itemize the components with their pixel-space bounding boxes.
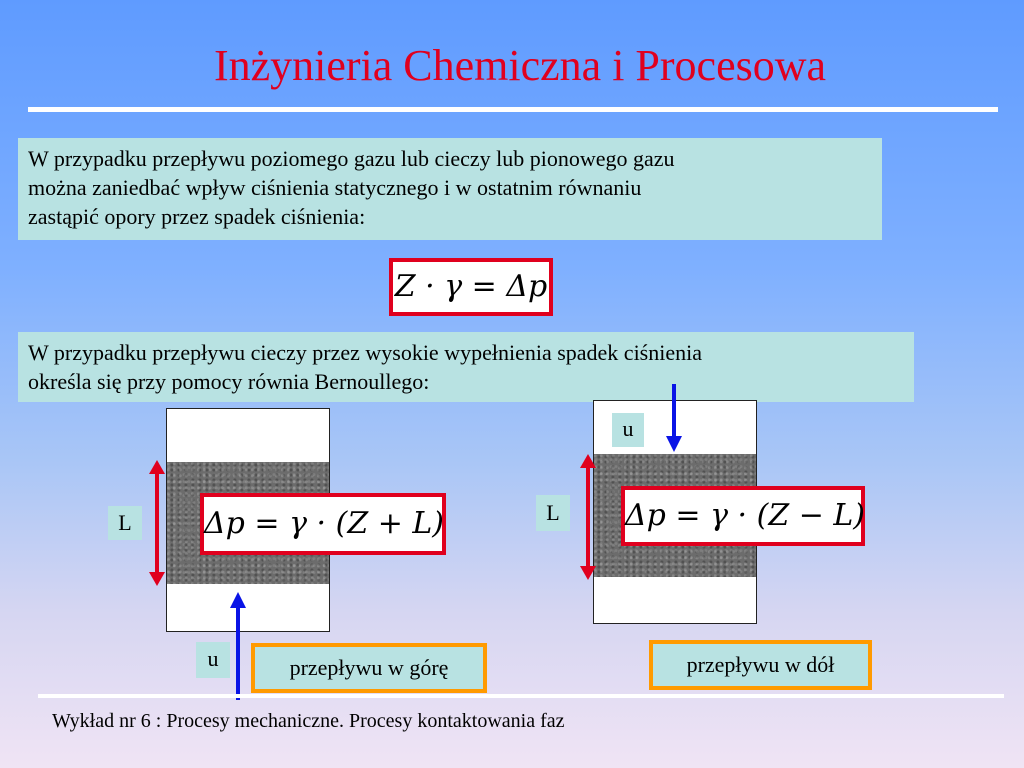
caption-downflow: przepływu w dół [649, 640, 872, 690]
length-arrow-upflow [144, 460, 170, 586]
bernoulli-text-line-1: W przypadku przepływu cieczy przez wysokie wypełnienia spadek ciśnienia [28, 340, 702, 365]
intro-text-box [18, 138, 882, 240]
length-arrow-downflow [575, 454, 601, 580]
formula-downflow: Δp = γ · (Z − L) [621, 486, 865, 546]
intro-text-line-3: zastąpić opory przez spadek ciśnienia: [28, 204, 366, 229]
velocity-label-upflow: u [196, 642, 230, 678]
flow-arrow-downflow [662, 384, 686, 452]
formula-upflow: Δp = γ · (Z + L) [200, 493, 446, 555]
bernoulli-text-line-2: określa się przy pomocy równia Bernoullego: [28, 369, 430, 394]
length-label-upflow: L [108, 506, 142, 540]
bernoulli-text-box [18, 332, 914, 402]
length-label-downflow: L [536, 495, 570, 531]
slide-title: Inżynieria Chemiczna i Procesowa [213, 41, 827, 90]
intro-text-line-2: można zaniedbać wpływ ciśnienia statycznego i w ostatnim równaniu [28, 175, 642, 200]
caption-upflow: przepływu w górę [251, 643, 487, 693]
intro-text-line-1: W przypadku przepływu poziomego gazu lub cieczy lub pionowego gazu [28, 146, 675, 171]
formula-main: Z · γ = Δp [389, 258, 553, 316]
velocity-label-downflow: u [612, 413, 644, 447]
footer-text: Wykład nr 6 : Procesy mechaniczne. Procesy kontaktowania faz [52, 710, 565, 732]
title-divider [28, 107, 998, 112]
footer-divider [38, 694, 1004, 698]
